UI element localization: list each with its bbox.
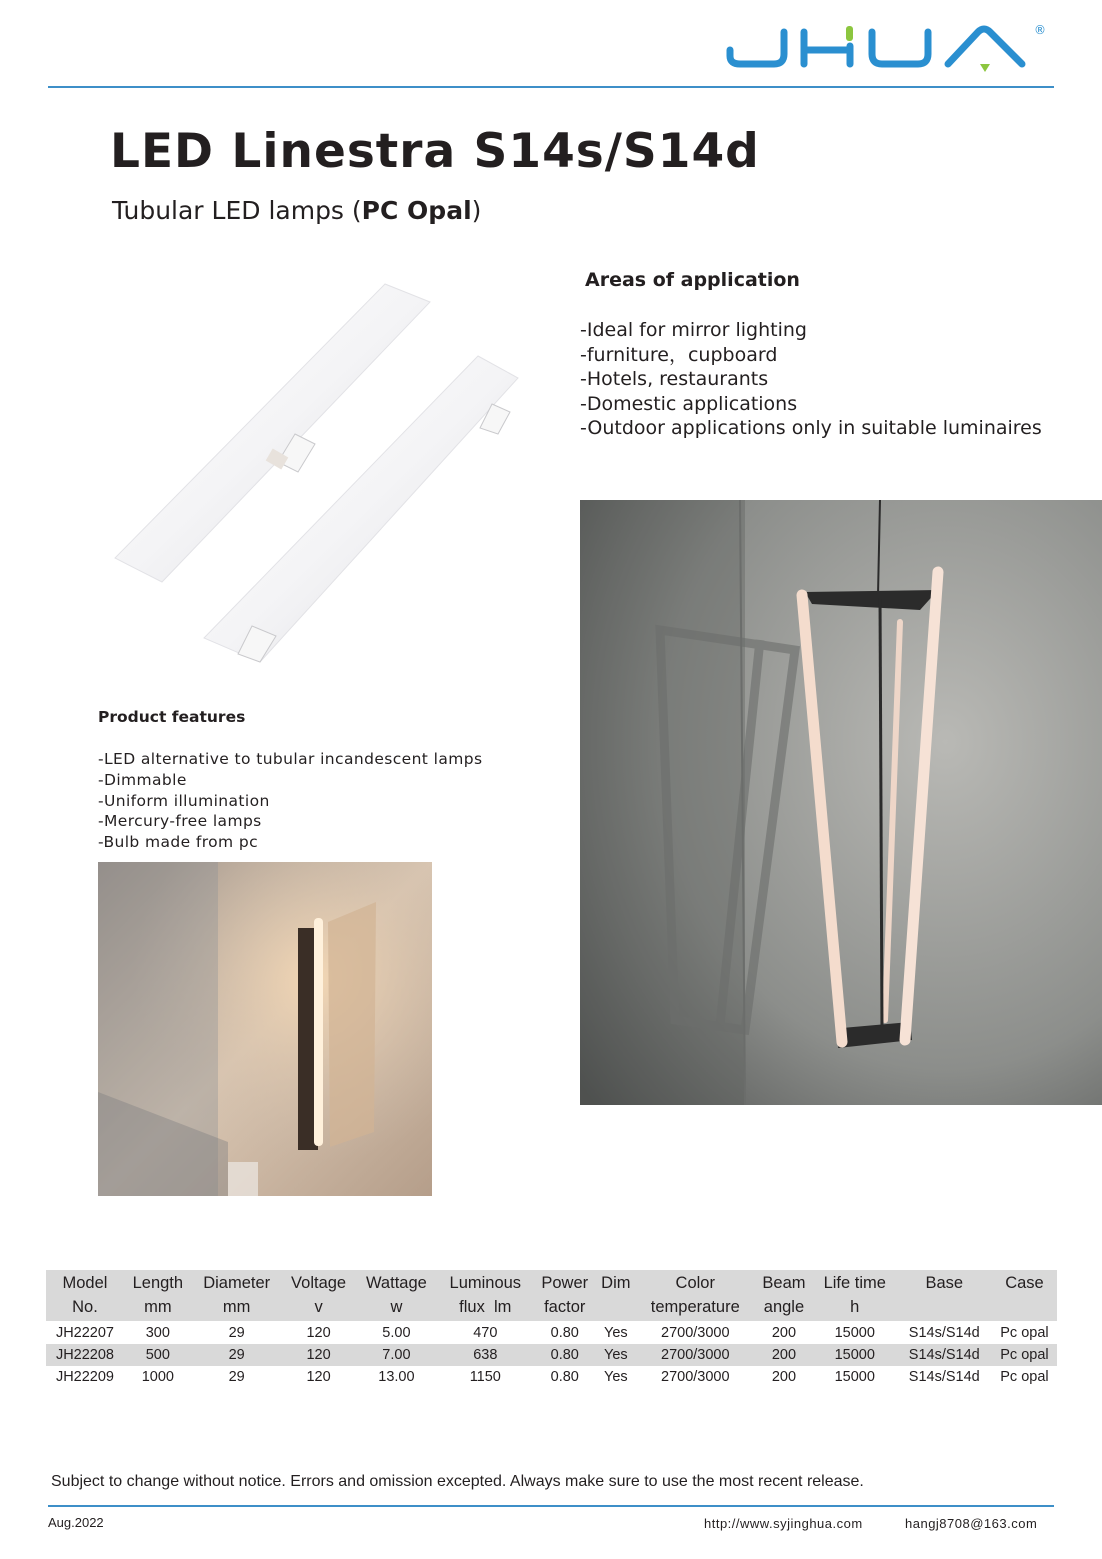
cell-color-temperature: 2700/3000 [636, 1344, 755, 1366]
features-heading: Product features [98, 708, 246, 726]
cell-voltage: 120 [306, 1369, 331, 1385]
cell-base: S14s/S14d [897, 1322, 992, 1345]
cell-life-time: 15000 [834, 1369, 875, 1385]
col-header-length: Length mm [124, 1270, 192, 1322]
list-item: -Ideal for mirror lighting [580, 319, 807, 341]
list-item: -Dimmable [98, 770, 187, 789]
footer-divider [48, 1505, 1054, 1507]
spec-table [46, 1270, 1057, 1388]
footer-website-link[interactable]: http://www.syjinghua.com [704, 1516, 863, 1531]
list-item: -Mercury-free lamps [98, 812, 262, 831]
page-subtitle [112, 196, 481, 225]
cell-color-temperature: 2700/3000 [661, 1369, 730, 1385]
col-header-power-factor: Power factor [533, 1270, 596, 1322]
cell-wattage: 7.00 [356, 1344, 438, 1366]
cell-luminous-flux: 470 [437, 1322, 533, 1345]
cell-diameter: 29 [192, 1344, 282, 1366]
subtitle-prefix: Tubular LED lamps ( [112, 196, 362, 225]
cell-wattage: 13.00 [378, 1369, 415, 1385]
list-item: -Uniform illumination [98, 791, 270, 810]
table-row [46, 1322, 1057, 1345]
cell-case: Pc opal [992, 1322, 1057, 1345]
applications-heading: Areas of application [585, 269, 800, 291]
col-header-life-time: Life time h [813, 1270, 897, 1322]
cell-base: S14s/S14d [897, 1344, 992, 1366]
col-header-case: Case [992, 1270, 1057, 1322]
photo-pendant-lamp [580, 500, 1102, 1105]
page-title: LED Linestra S14s/S14d [110, 124, 760, 179]
disclaimer-notice: Subject to change without notice. Errors and omission excepted. Always make sure to use the most recent release. [51, 1473, 864, 1490]
cell-length: 500 [124, 1344, 192, 1366]
brand-logo [722, 20, 1052, 75]
features-list [98, 749, 482, 853]
cell-dim: Yes [596, 1344, 635, 1366]
cell-case: Pc opal [992, 1344, 1057, 1366]
list-item: -Outdoor applications only in suitable luminaires [580, 417, 1042, 440]
header-divider [48, 86, 1054, 88]
product-image-tubes [100, 262, 540, 682]
col-header-diameter: Diameter mm [192, 1270, 282, 1322]
cell-color-temperature: 2700/3000 [636, 1322, 755, 1345]
col-header-dim: Dim [596, 1270, 635, 1322]
cell-wattage: 5.00 [356, 1322, 438, 1345]
cell-voltage: 120 [282, 1344, 356, 1366]
cell-case: Pc opal [1000, 1369, 1049, 1385]
cell-voltage: 120 [282, 1322, 356, 1345]
table-row [46, 1344, 1057, 1366]
col-header-wattage: Wattage w [356, 1270, 438, 1322]
cell-power-factor: 0.80 [533, 1344, 596, 1366]
cell-dim: Yes [604, 1369, 628, 1385]
applications-list [580, 318, 1042, 441]
photo-wall-lamp [98, 862, 432, 1196]
cell-base: S14s/S14d [908, 1369, 980, 1385]
table-row [46, 1366, 1057, 1388]
col-header-base: Base [897, 1270, 992, 1322]
cell-length: 300 [124, 1322, 192, 1345]
list-item: -furniture，cupboard [580, 343, 778, 366]
cell-model: JH22207 [46, 1322, 124, 1345]
cell-length: 1000 [141, 1369, 174, 1385]
col-header-model: Model No. [46, 1270, 124, 1322]
cell-diameter: 29 [228, 1369, 245, 1385]
list-item: -Bulb made from pc [98, 833, 259, 852]
cell-luminous-flux: 1150 [469, 1369, 501, 1385]
cell-dim: Yes [596, 1322, 635, 1345]
col-header-color-temperature: Color temperature [636, 1270, 755, 1322]
cell-beam-angle: 200 [755, 1344, 813, 1366]
footer-email-link[interactable]: hangj8708@163.com [905, 1516, 1038, 1531]
cell-life-time: 15000 [813, 1344, 897, 1366]
list-item: -LED alternative to tubular incandescent lamps [98, 750, 483, 768]
subtitle-suffix: ) [471, 196, 482, 225]
col-header-luminous-flux: Luminous flux lm [437, 1270, 533, 1322]
table-header-row [46, 1270, 1057, 1322]
col-header-beam-angle: Beam angle [755, 1270, 813, 1322]
list-item: -Domestic applications [580, 392, 798, 415]
cell-diameter: 29 [192, 1322, 282, 1345]
cell-beam-angle: 200 [771, 1369, 797, 1385]
cell-power-factor: 0.80 [533, 1322, 596, 1345]
col-header-voltage: Voltage v [282, 1270, 356, 1322]
cell-model: JH22209 [55, 1369, 114, 1385]
tube-long [204, 356, 518, 662]
subtitle-material: PC Opal [361, 196, 472, 225]
footer-date: Aug.2022 [48, 1515, 104, 1530]
cell-beam-angle: 200 [755, 1322, 813, 1345]
cell-life-time: 15000 [813, 1322, 897, 1345]
cell-model: JH22208 [46, 1344, 124, 1366]
list-item: -Hotels, restaurants [580, 368, 769, 391]
registered-mark: ® [1034, 23, 1046, 37]
cell-power-factor: 0.80 [550, 1369, 579, 1385]
tube-short [115, 284, 430, 582]
cell-luminous-flux: 638 [437, 1344, 533, 1366]
